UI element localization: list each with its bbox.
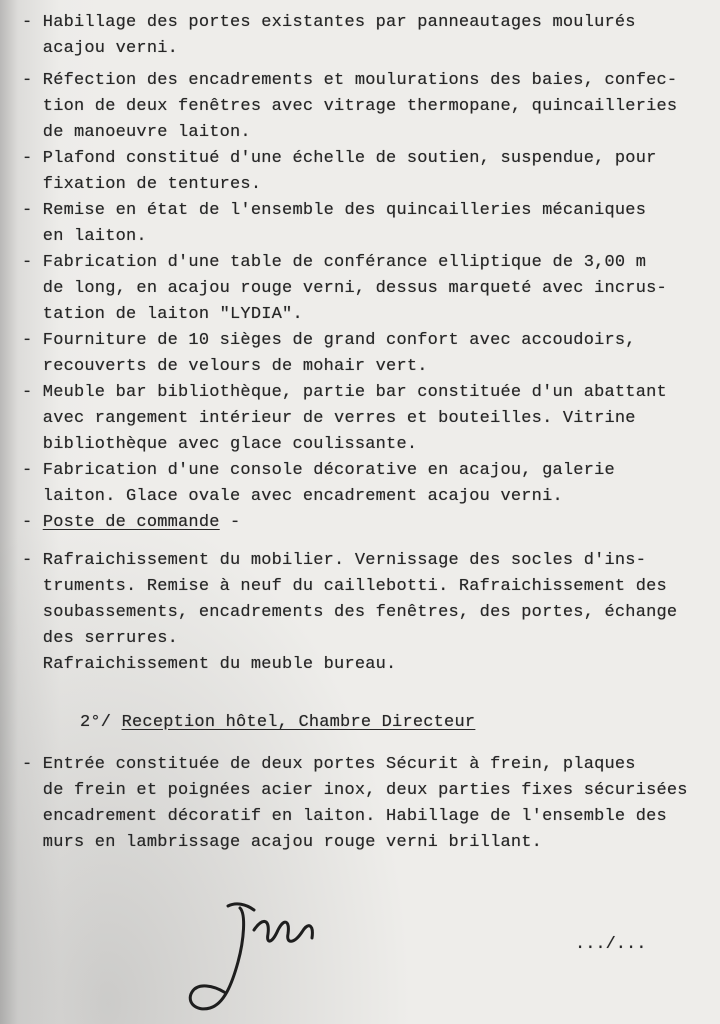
list-item	[22, 380, 720, 458]
list-item	[22, 198, 720, 250]
section-title: Reception hôtel, Chambre Directeur	[121, 713, 476, 732]
list-item	[22, 10, 720, 62]
page-continuation-mark: .../...	[575, 935, 647, 954]
text-line: des serrures.	[22, 629, 179, 648]
subsection-prefix: -	[22, 513, 43, 532]
text-line: - Fourniture de 10 sièges de grand confort avec accoudoirs,	[22, 331, 636, 350]
text-line: - Fabrication d'une table de conférance elliptique de 3,00 m	[22, 253, 647, 272]
list-item	[22, 250, 720, 328]
text-line: encadrement décoratif en laiton. Habillage de l'ensemble des	[22, 807, 667, 826]
text-line: soubassements, encadrements des fenêtres, des portes, échange	[22, 603, 678, 622]
subsection-heading	[22, 510, 720, 536]
section-heading	[22, 710, 720, 736]
list-item	[22, 752, 720, 856]
handwritten-signature	[180, 900, 340, 1015]
text-line: bibliothèque avec glace coulissante.	[22, 435, 418, 454]
text-line: - Rafraichissement du mobilier. Vernissage des socles d'ins-	[22, 551, 647, 570]
text-line: truments. Remise à neuf du caillebotti. Rafraichissement des	[22, 577, 667, 596]
text-line: tation de laiton "LYDIA".	[22, 305, 303, 324]
subsection-title: Poste de commande	[42, 513, 220, 532]
text-line: - Plafond constitué d'une échelle de soutien, suspendue, pour	[22, 149, 657, 168]
text-line: de manoeuvre laiton.	[22, 123, 251, 142]
list-item	[22, 328, 720, 380]
text-line: en laiton.	[22, 227, 147, 246]
text-line: - Remise en état de l'ensemble des quincailleries mécaniques	[22, 201, 647, 220]
list-item	[22, 548, 720, 678]
list-item	[22, 458, 720, 510]
text-line: Rafraichissement du meuble bureau.	[22, 655, 397, 674]
text-line: - Réfection des encadrements et moulurations des baies, confec-	[22, 71, 678, 90]
text-line: - Fabrication d'une console décorative en acajou, galerie	[22, 461, 615, 480]
text-line: - Meuble bar bibliothèque, partie bar constituée d'un abattant	[22, 383, 667, 402]
text-line: recouverts de velours de mohair vert.	[22, 357, 428, 376]
text-line: fixation de tentures.	[22, 175, 262, 194]
text-line: laiton. Glace ovale avec encadrement acajou verni.	[22, 487, 563, 506]
text-line: de long, en acajou rouge verni, dessus marqueté avec incrus-	[22, 279, 667, 298]
text-line: avec rangement intérieur de verres et bouteilles. Vitrine	[22, 409, 636, 428]
list-item	[22, 68, 720, 146]
text-line: murs en lambrissage acajou rouge verni brillant.	[22, 833, 543, 852]
document-body	[22, 10, 720, 856]
list-item	[22, 146, 720, 198]
subsection-suffix: -	[219, 513, 241, 532]
text-line: acajou verni.	[22, 39, 179, 58]
text-line: - Habillage des portes existantes par panneautages moulurés	[22, 13, 636, 32]
section-number: 2°/	[80, 713, 122, 732]
text-line: - Entrée constituée de deux portes Sécurit à frein, plaques	[22, 755, 636, 774]
text-line: tion de deux fenêtres avec vitrage thermopane, quincailleries	[22, 97, 678, 116]
text-line: de frein et poignées acier inox, deux parties fixes sécurisées	[22, 781, 688, 800]
